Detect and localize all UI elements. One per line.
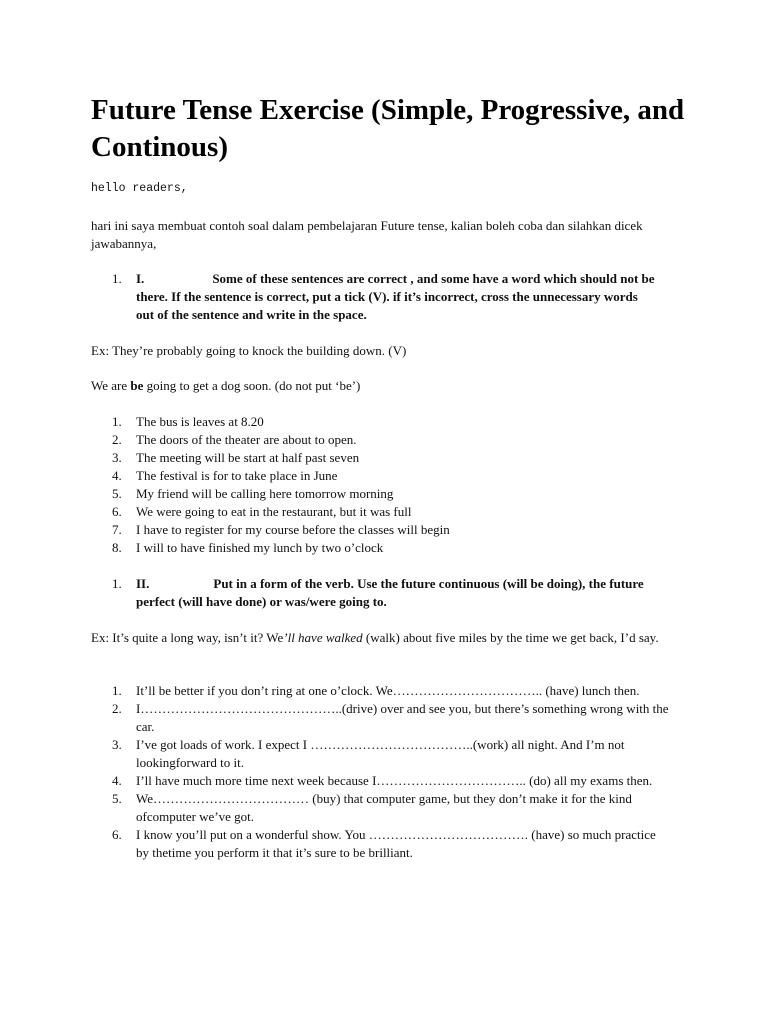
example-italic-answer: ’ll have walked <box>283 630 363 645</box>
item-number: 3. <box>112 737 122 752</box>
item-number: 1. <box>112 683 122 698</box>
item-number: 4. <box>112 468 122 483</box>
item-number: 2. <box>112 432 122 447</box>
list-item <box>112 485 672 503</box>
list-item <box>112 521 672 539</box>
example-2-text-start: We are <box>91 378 131 393</box>
intro-paragraph: hari ini saya membuat contoh soal dalam pembelajaran Future tense, kalian boleh coba dan silahkan dicek jawabannya, <box>91 218 643 251</box>
item-number: 6. <box>112 827 122 842</box>
item-text: I will to have finished my lunch by two o’clock <box>136 540 384 555</box>
item-number: 7. <box>112 522 122 537</box>
section-1-list <box>112 413 672 557</box>
list-item <box>112 826 672 862</box>
item-text: We were going to eat in the restaurant, but it was full <box>136 504 412 519</box>
section-2-example <box>91 629 691 647</box>
section-2-list <box>112 682 672 862</box>
item-number: 2. <box>112 701 122 716</box>
list-item <box>112 467 672 485</box>
list-item <box>112 682 672 700</box>
item-number: 5. <box>112 791 122 806</box>
item-number: 5. <box>112 486 122 501</box>
list-item <box>112 413 672 431</box>
section-1-instruction: Some of these sentences are correct , and some have a word which should not be there. If the sentence is correct, put a tick (V). if it’s incorrect, cross the unnecessary words out of the sentence and write in the space. <box>136 271 655 322</box>
list-item <box>112 449 672 467</box>
example-2-bold-word: be <box>130 378 144 393</box>
list-item <box>112 700 672 736</box>
section-2-number: 1. <box>112 576 122 591</box>
item-text: I know you’ll put on a wonderful show. You ………………………………. (have) so much practice by thetime you perform it that it’s sure to be brilliant. <box>136 827 656 860</box>
list-item <box>112 736 672 772</box>
item-text: My friend will be calling here tomorrow morning <box>136 486 394 501</box>
list-item <box>112 539 672 557</box>
section-1-instruction-block <box>136 270 656 324</box>
item-number: 3. <box>112 450 122 465</box>
list-item <box>112 431 672 449</box>
item-text: We……………………………… (buy) that computer game, but they don’t make it for the kind ofcomputer we’ve got. <box>136 791 632 824</box>
item-text: The festival is for to take place in June <box>136 468 338 483</box>
section-1-number: 1. <box>112 271 122 286</box>
list-item <box>112 503 672 521</box>
example-text-end: (walk) about five miles by the time we get back, I’d say. <box>362 630 659 645</box>
list-item <box>112 790 672 826</box>
item-number: 8. <box>112 540 122 555</box>
section-2-instruction: Put in a form of the verb. Use the future continuous (will be doing), the future perfect (will have done) or was/were going to. <box>136 576 644 609</box>
item-text: I’ve got loads of work. I expect I ………………………………..(work) all night. And I’m not lookingforward to it. <box>136 737 625 770</box>
section-2-roman: II. <box>136 576 150 591</box>
item-number: 4. <box>112 773 122 788</box>
item-text: I’ll have much more time next week because I…………………………….. (do) all my exams then. <box>136 773 653 788</box>
page-title: Future Tense Exercise (Simple, Progressive, and Continous) <box>91 94 685 163</box>
list-item <box>112 772 672 790</box>
item-text: The doors of the theater are about to open. <box>136 432 357 447</box>
example-text-start: Ex: It’s quite a long way, isn’t it? We <box>91 630 284 645</box>
item-text: It’ll be better if you don’t ring at one o’clock. We…………………………….. (have) lunch then. <box>136 683 640 698</box>
greeting-text: hello readers, <box>91 182 188 195</box>
section-1-roman: I. <box>136 271 145 286</box>
section-1-example-1: Ex: They’re probably going to knock the building down. (V) <box>91 343 407 358</box>
item-text: The bus is leaves at 8.20 <box>136 414 264 429</box>
section-2-instruction-block <box>136 575 656 611</box>
item-text: The meeting will be start at half past seven <box>136 450 360 465</box>
item-text: I………………………………………..(drive) over and see you, but there’s something wrong with the car. <box>136 701 669 734</box>
item-number: 1. <box>112 414 122 429</box>
item-text: I have to register for my course before the classes will begin <box>136 522 450 537</box>
section-1-example-2 <box>91 377 691 395</box>
example-2-text-end: going to get a dog soon. (do not put ‘be’) <box>143 378 361 393</box>
item-number: 6. <box>112 504 122 519</box>
